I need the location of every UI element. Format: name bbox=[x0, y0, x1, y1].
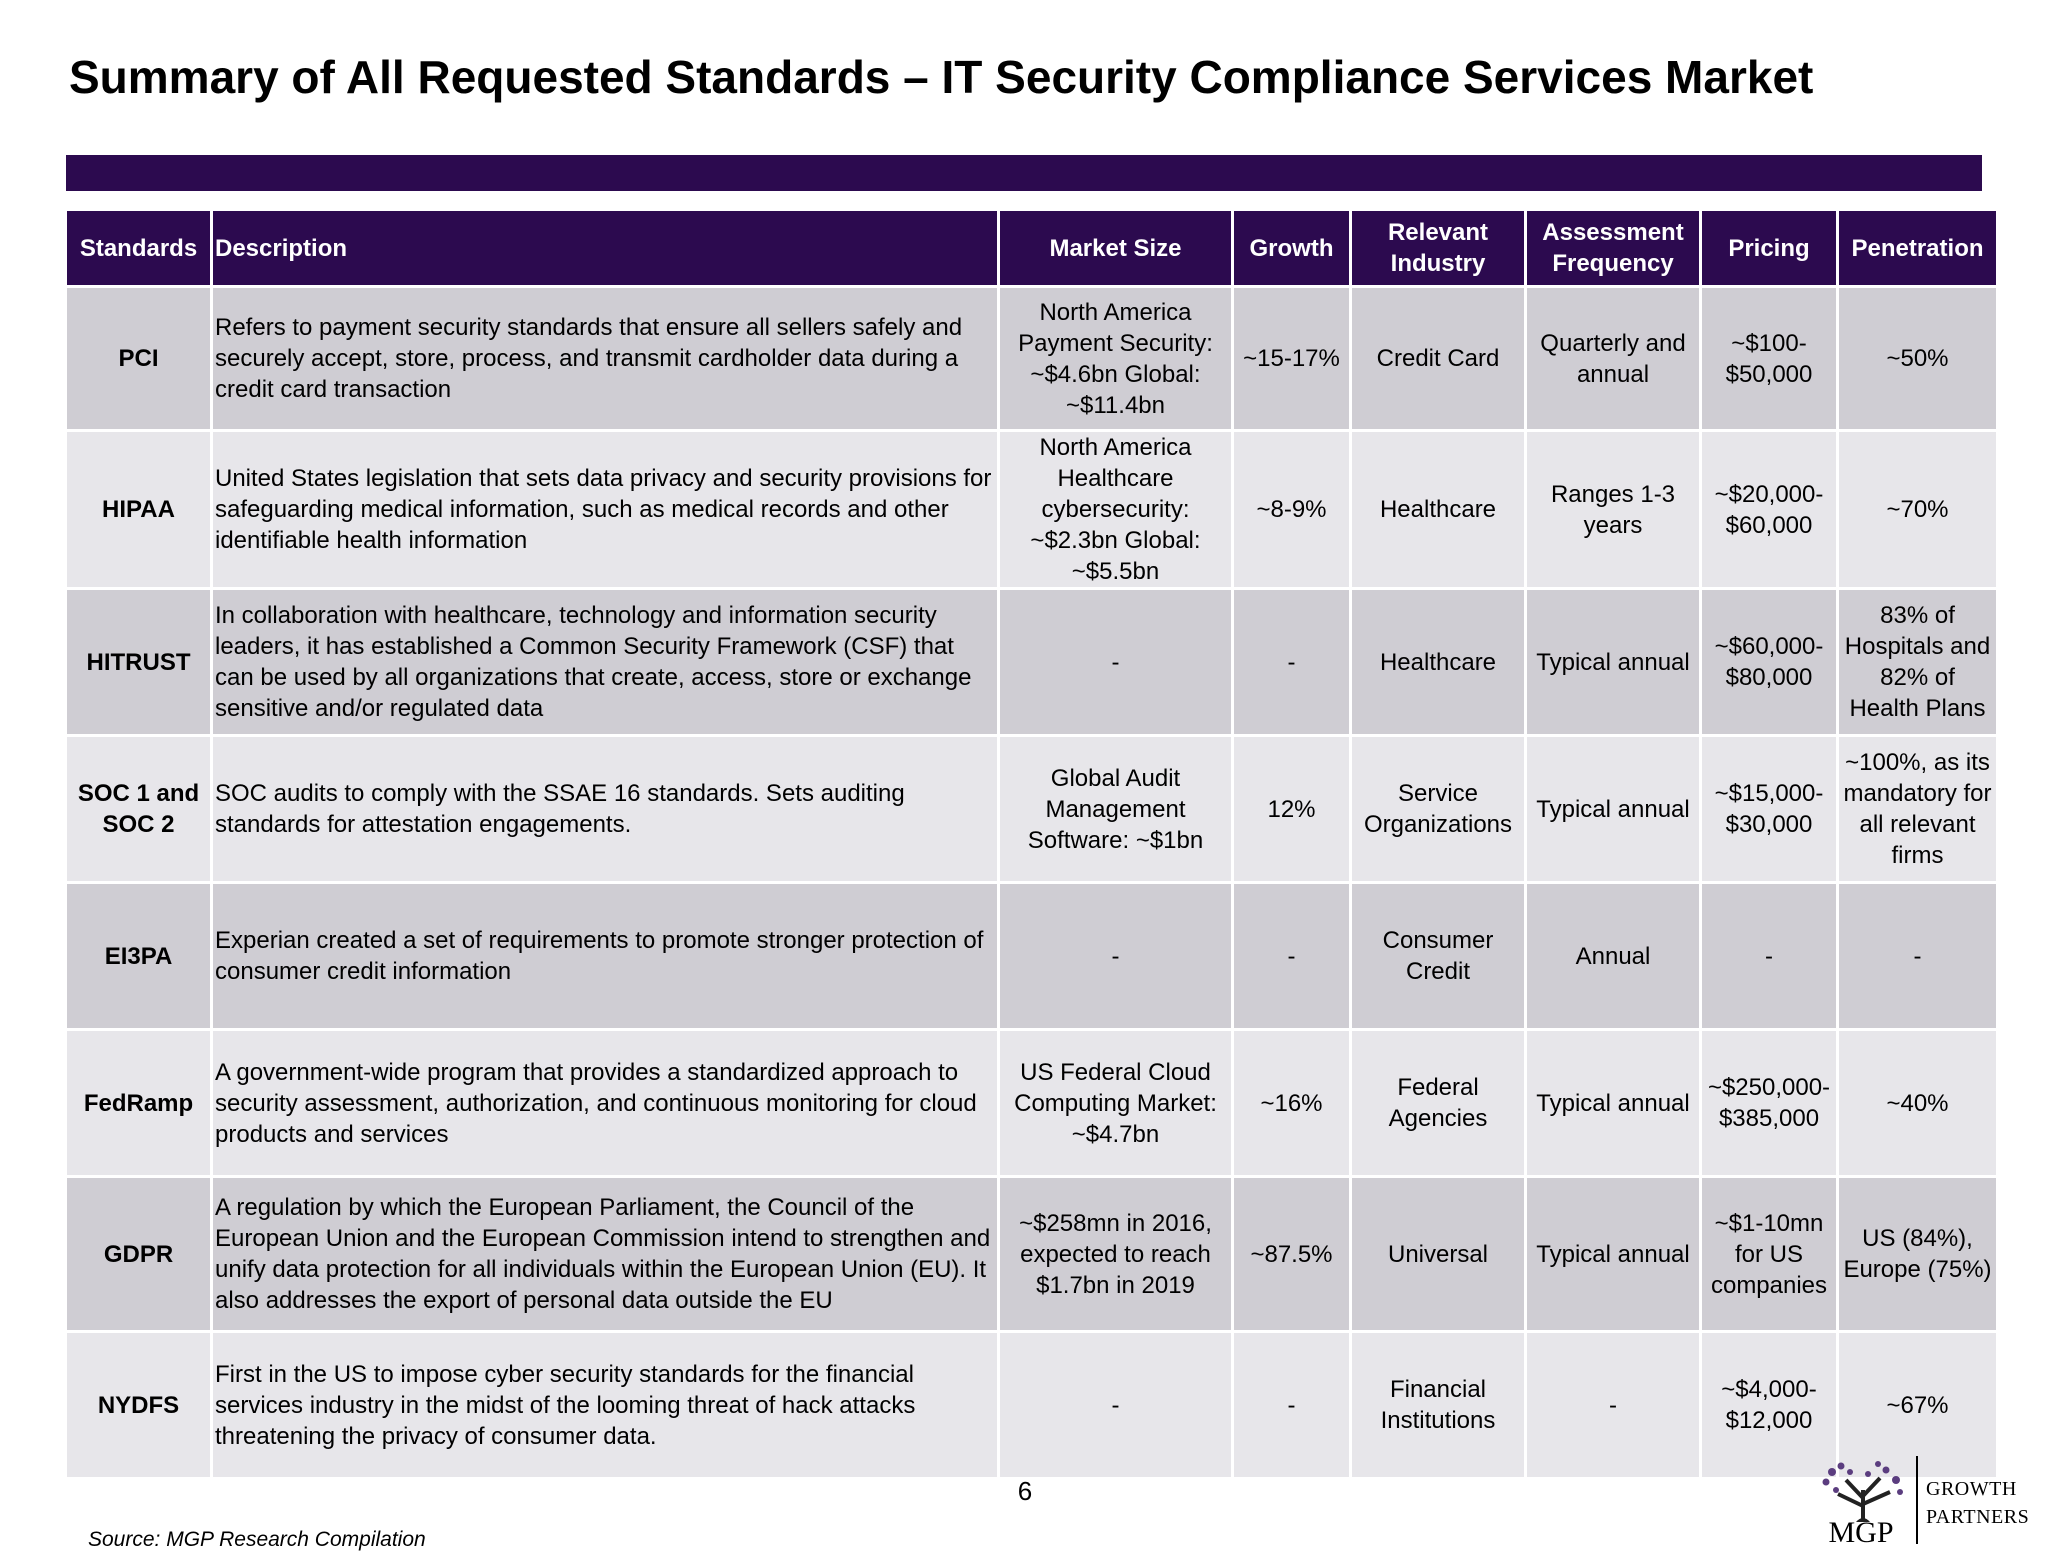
market-size-cell: North America Payment Security: ~$4.6bn Global: ~$11.4bn bbox=[999, 287, 1233, 431]
pricing-cell: - bbox=[1701, 883, 1838, 1030]
industry-cell: Federal Agencies bbox=[1351, 1030, 1526, 1177]
description-cell: In collaboration with healthcare, technology and information security leaders, it has established a Common Security Framework (CSF) that can be used by all organizations that create, access, store or exchange sensitive and/or regulated data bbox=[212, 589, 999, 736]
table-header-row bbox=[66, 210, 1998, 287]
table-row bbox=[66, 736, 1998, 883]
industry-cell: Healthcare bbox=[1351, 589, 1526, 736]
frequency-cell: Ranges 1-3 years bbox=[1526, 431, 1701, 589]
source-note: Source: MGP Research Compilation bbox=[88, 1528, 426, 1551]
standard-cell: EI3PA bbox=[66, 883, 212, 1030]
frequency-cell: - bbox=[1526, 1332, 1701, 1479]
market-size-cell: ~$258mn in 2016, expected to reach $1.7bn in 2019 bbox=[999, 1177, 1233, 1332]
industry-cell: Credit Card bbox=[1351, 287, 1526, 431]
penetration-cell: US (84%), Europe (75%) bbox=[1838, 1177, 1998, 1332]
description-cell: United States legislation that sets data privacy and security provisions for safeguarding medical information, such as medical records and other identifiable health information bbox=[212, 431, 999, 589]
pricing-cell: ~$60,000- $80,000 bbox=[1701, 589, 1838, 736]
frequency-cell: Typical annual bbox=[1526, 736, 1701, 883]
market-size-cell: Global Audit Management Software: ~$1bn bbox=[999, 736, 1233, 883]
frequency-cell: Annual bbox=[1526, 883, 1701, 1030]
mgp-logo bbox=[1808, 1450, 2040, 1558]
industry-cell: Healthcare bbox=[1351, 431, 1526, 589]
growth-cell: ~87.5% bbox=[1233, 1177, 1351, 1332]
growth-cell: ~15-17% bbox=[1233, 287, 1351, 431]
frequency-cell: Typical annual bbox=[1526, 589, 1701, 736]
header-growth: Growth bbox=[1233, 210, 1351, 287]
page-title: Summary of All Requested Standards – IT Security Compliance Services Market bbox=[69, 51, 1814, 103]
description-cell: A government-wide program that provides a standardized approach to security assessment, authorization, and continuous monitoring for cloud products and services bbox=[212, 1030, 999, 1177]
penetration-cell: - bbox=[1838, 883, 1998, 1030]
pricing-cell: ~$20,000- $60,000 bbox=[1701, 431, 1838, 589]
penetration-cell: ~67% bbox=[1838, 1332, 1998, 1479]
market-size-cell: US Federal Cloud Computing Market: ~$4.7bn bbox=[999, 1030, 1233, 1177]
standards-table bbox=[64, 208, 1999, 1480]
growth-cell: - bbox=[1233, 1332, 1351, 1479]
market-size-cell: North America Healthcare cybersecurity: ~$2.3bn Global: ~$5.5bn bbox=[999, 431, 1233, 589]
pricing-cell: ~$250,000- $385,000 bbox=[1701, 1030, 1838, 1177]
description-cell: A regulation by which the European Parliament, the Council of the European Union and the European Commission intend to strengthen and unify data protection for all individuals within the European Union (EU). It also addresses the export of personal data outside the EU bbox=[212, 1177, 999, 1332]
table-row bbox=[66, 1177, 1998, 1332]
penetration-cell: ~50% bbox=[1838, 287, 1998, 431]
description-cell: SOC audits to comply with the SSAE 16 standards. Sets auditing standards for attestation engagements. bbox=[212, 736, 999, 883]
market-size-cell: - bbox=[999, 589, 1233, 736]
industry-cell: Universal bbox=[1351, 1177, 1526, 1332]
frequency-cell: Typical annual bbox=[1526, 1030, 1701, 1177]
pricing-cell: ~$4,000- $12,000 bbox=[1701, 1332, 1838, 1479]
pricing-cell: ~$100- $50,000 bbox=[1701, 287, 1838, 431]
frequency-cell: Quarterly and annual bbox=[1526, 287, 1701, 431]
standard-cell: SOC 1 and SOC 2 bbox=[66, 736, 212, 883]
header-description: Description bbox=[212, 210, 999, 287]
description-cell: Experian created a set of requirements to promote stronger protection of consumer credit information bbox=[212, 883, 999, 1030]
description-cell: Refers to payment security standards that ensure all sellers safely and securely accept, store, process, and transmit cardholder data during a credit card transaction bbox=[212, 287, 999, 431]
pricing-cell: ~$15,000- $30,000 bbox=[1701, 736, 1838, 883]
header-pricing: Pricing bbox=[1701, 210, 1838, 287]
header-standards: Standards bbox=[66, 210, 212, 287]
standard-cell: NYDFS bbox=[66, 1332, 212, 1479]
pricing-cell: ~$1-10mn for US companies bbox=[1701, 1177, 1838, 1332]
industry-cell: Consumer Credit bbox=[1351, 883, 1526, 1030]
logo-abbreviation: MGP bbox=[1828, 1516, 1894, 1549]
table-row bbox=[66, 589, 1998, 736]
standard-cell: HITRUST bbox=[66, 589, 212, 736]
penetration-cell: ~70% bbox=[1838, 431, 1998, 589]
logo-text-growth: GROWTH bbox=[1926, 1478, 2017, 1500]
header-market-size: Market Size bbox=[999, 210, 1233, 287]
standard-cell: PCI bbox=[66, 287, 212, 431]
header-relevant-industry: Relevant Industry bbox=[1351, 210, 1526, 287]
growth-cell: ~8-9% bbox=[1233, 431, 1351, 589]
market-size-cell: - bbox=[999, 883, 1233, 1030]
growth-cell: - bbox=[1233, 883, 1351, 1030]
table-row bbox=[66, 1030, 1998, 1177]
table-row bbox=[66, 1332, 1998, 1479]
table-row bbox=[66, 883, 1998, 1030]
header-assessment-frequency: Assessment Frequency bbox=[1526, 210, 1701, 287]
growth-cell: ~16% bbox=[1233, 1030, 1351, 1177]
growth-cell: 12% bbox=[1233, 736, 1351, 883]
penetration-cell: ~100%, as its mandatory for all relevant firms bbox=[1838, 736, 1998, 883]
standard-cell: FedRamp bbox=[66, 1030, 212, 1177]
standard-cell: GDPR bbox=[66, 1177, 212, 1332]
logo-separator bbox=[1916, 1456, 1918, 1544]
title-divider-bar bbox=[66, 155, 1982, 191]
frequency-cell: Typical annual bbox=[1526, 1177, 1701, 1332]
page-number: 6 bbox=[1017, 1476, 1033, 1506]
table-row bbox=[66, 431, 1998, 589]
growth-cell: - bbox=[1233, 589, 1351, 736]
standard-cell: HIPAA bbox=[66, 431, 212, 589]
penetration-cell: 83% of Hospitals and 82% of Health Plans bbox=[1838, 589, 1998, 736]
penetration-cell: ~40% bbox=[1838, 1030, 1998, 1177]
header-penetration: Penetration bbox=[1838, 210, 1998, 287]
industry-cell: Service Organizations bbox=[1351, 736, 1526, 883]
table-row bbox=[66, 287, 1998, 431]
market-size-cell: - bbox=[999, 1332, 1233, 1479]
logo-text-partners: PARTNERS bbox=[1926, 1506, 2030, 1528]
description-cell: First in the US to impose cyber security standards for the financial services industry in the midst of the looming threat of hack attacks threatening the privacy of consumer data. bbox=[212, 1332, 999, 1479]
industry-cell: Financial Institutions bbox=[1351, 1332, 1526, 1479]
